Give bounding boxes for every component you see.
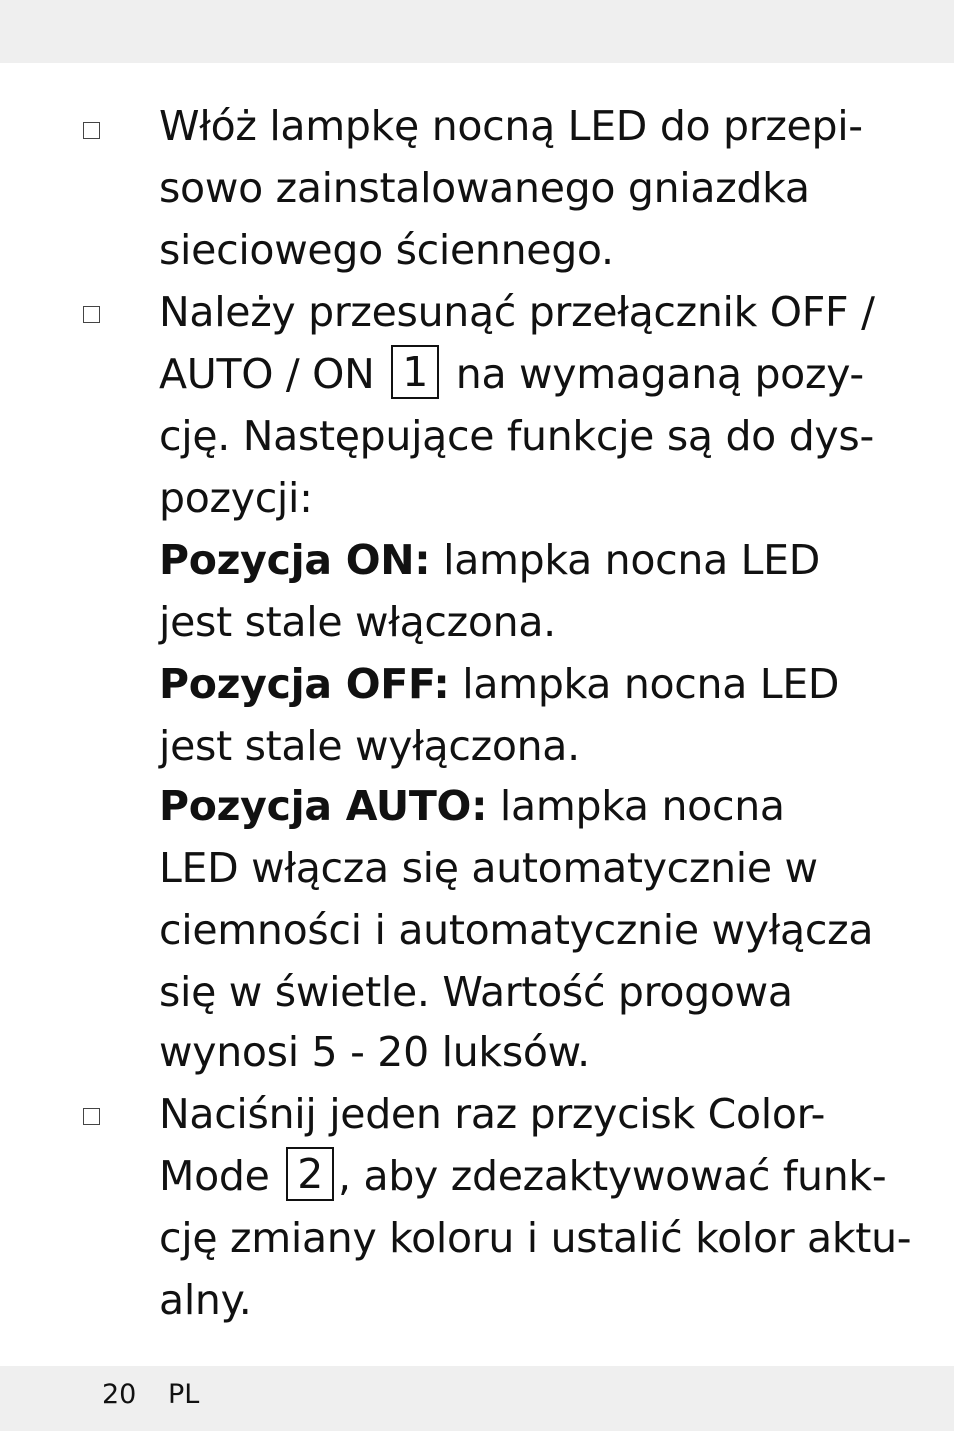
- top-band: [0, 0, 954, 63]
- position-off-line1: [159, 653, 839, 715]
- item1-line1: Włóż lampkę nocną LED do przepi-: [159, 102, 863, 150]
- item1-line2: sowo zainstalowanego gniazdka: [159, 164, 810, 212]
- item2-line3: cję. Następujące funkcje są do dys-: [159, 412, 874, 460]
- item3-line2-end: , aby zdezaktywować funk-: [338, 1152, 887, 1200]
- position-auto-line4: się w świetle. Wartość progowa: [159, 968, 793, 1016]
- item2-line4: pozycji:: [159, 474, 313, 522]
- bottom-band: [0, 1366, 954, 1431]
- item2-line2-start: AUTO / ON: [159, 350, 375, 398]
- item3-line4: alny.: [159, 1276, 252, 1324]
- position-on-text: lampka nocna LED: [430, 536, 821, 584]
- item3-line2-start: Mode: [159, 1152, 270, 1200]
- item2-line2-end: na wymaganą pozy-: [455, 350, 864, 398]
- colormode-reference-box: 2: [286, 1147, 334, 1201]
- item3-line2: [159, 1145, 886, 1207]
- position-on-label: Pozycja ON:: [159, 536, 431, 584]
- position-auto-line3: ciemności i automatycznie wyłącza: [159, 906, 874, 954]
- position-off-label: Pozycja OFF:: [159, 660, 450, 708]
- position-auto-label: Pozycja AUTO:: [159, 782, 488, 830]
- position-auto-line1: [159, 775, 785, 837]
- bullet-checkbox-icon: [83, 1108, 100, 1125]
- switch-reference-box: 1: [391, 345, 439, 399]
- position-off-line2: jest stale wyłączona.: [159, 722, 580, 770]
- position-auto-line5: wynosi 5 - 20 luksów.: [159, 1028, 590, 1076]
- position-off-text: lampka nocna LED: [449, 660, 840, 708]
- position-on-line2: jest stale włączona.: [159, 598, 556, 646]
- item2-line1: Należy przesunąć przełącznik OFF /: [159, 288, 875, 336]
- item3-line3: cję zmiany koloru i ustalić kolor aktu-: [159, 1214, 912, 1262]
- position-auto-text: lampka nocna: [487, 782, 785, 830]
- bullet-checkbox-icon: [83, 122, 100, 139]
- page-number: 20: [102, 1379, 137, 1410]
- language-code: PL: [168, 1379, 200, 1410]
- item1-line3: sieciowego ściennego.: [159, 226, 614, 274]
- item3-line1: Naciśnij jeden raz przycisk Color-: [159, 1090, 826, 1138]
- position-auto-line2: LED włącza się automatycznie w: [159, 844, 818, 892]
- position-on-line1: [159, 529, 820, 591]
- bullet-checkbox-icon: [83, 306, 100, 323]
- item2-line2: [159, 343, 864, 405]
